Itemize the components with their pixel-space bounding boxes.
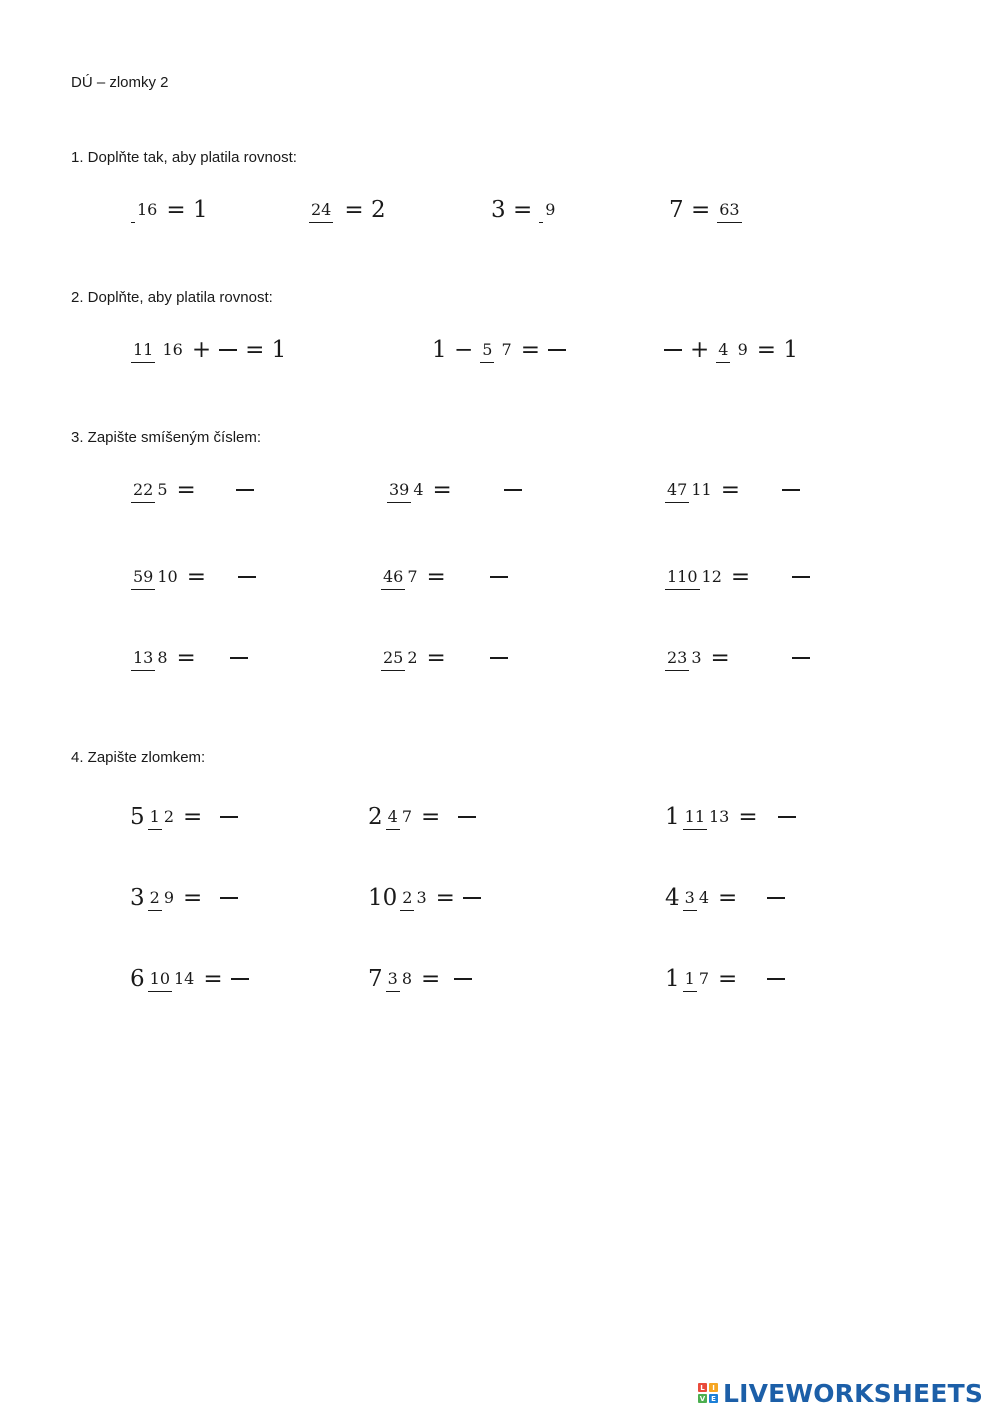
equals-sign: = — [176, 477, 196, 503]
numerator: 3 — [683, 888, 697, 911]
denominator: 4 — [698, 888, 710, 907]
numerator: 59 — [131, 567, 155, 590]
denominator: 2 — [163, 807, 175, 826]
fraction — [716, 342, 749, 358]
equation-rhs: = 1 — [756, 337, 798, 363]
logo-tile: L — [698, 1383, 707, 1392]
q4-exercise — [368, 787, 480, 847]
answer-fraction-blank[interactable] — [664, 349, 682, 351]
whole-part: 10 — [368, 885, 398, 911]
q3-exercise — [662, 547, 814, 607]
whole-part: 1 — [665, 804, 680, 830]
logo-wordmark: LIVEWORKSHEETS — [723, 1378, 984, 1408]
numerator: 1 — [683, 969, 697, 992]
answer-fraction-blank[interactable] — [220, 897, 238, 899]
equals-sign: = — [183, 885, 203, 911]
q1-equation-3 — [487, 180, 560, 240]
equals-sign: = — [432, 477, 452, 503]
equals-sign: = — [426, 564, 446, 590]
denominator: 4 — [413, 480, 424, 499]
denominator-blank[interactable] — [742, 197, 746, 219]
denominator: 16 — [137, 200, 158, 219]
answer-fraction-blank[interactable] — [792, 576, 810, 578]
equals-sign: = — [435, 885, 455, 911]
denominator-blank[interactable] — [333, 197, 337, 219]
answer-fraction-blank[interactable] — [490, 576, 508, 578]
denominator: 10 — [157, 567, 178, 586]
whole-part: 7 — [368, 966, 383, 992]
answer-fraction-blank[interactable] — [767, 978, 785, 980]
denominator: 2 — [407, 648, 418, 667]
denominator: 7 — [407, 567, 418, 586]
numerator: 11 — [683, 807, 707, 830]
numerator: 13 — [131, 648, 155, 671]
q1-equation-4 — [665, 180, 749, 240]
whole-part: 1 — [665, 966, 680, 992]
answer-fraction-blank[interactable] — [778, 816, 796, 818]
question-2-heading: 2. Doplňte, aby platila rovnost: — [71, 289, 273, 306]
liveworksheets-logo — [698, 1378, 983, 1408]
answer-fraction-blank[interactable] — [490, 657, 508, 659]
numerator: 1 — [148, 807, 162, 830]
answer-fraction-blank[interactable] — [782, 489, 800, 491]
numerator: 2 — [400, 888, 414, 911]
equals-sign: = — [421, 804, 441, 830]
fraction — [717, 202, 745, 218]
numerator: 2 — [148, 888, 162, 911]
answer-fraction-blank[interactable] — [458, 816, 476, 818]
equals-sign: = — [718, 966, 738, 992]
denominator: 14 — [174, 969, 195, 988]
fraction — [539, 202, 557, 218]
answer-fraction-blank[interactable] — [548, 349, 566, 351]
q4-exercise — [130, 787, 242, 847]
equation-rhs: = 1 — [166, 197, 208, 223]
denominator: 5 — [157, 480, 168, 499]
fraction — [480, 342, 513, 358]
whole-part: 4 — [665, 885, 680, 911]
whole-part: 2 — [368, 804, 383, 830]
denominator: 9 — [737, 340, 748, 359]
q4-exercise — [665, 787, 800, 847]
fraction — [309, 202, 337, 218]
numerator: 23 — [665, 648, 689, 671]
q4-exercise — [665, 868, 789, 928]
q3-exercise — [378, 628, 512, 688]
q3-exercise — [128, 460, 258, 520]
worksheet-title: DÚ – zlomky 2 — [71, 74, 169, 91]
denominator: 3 — [691, 648, 702, 667]
equation-rhs: = 2 — [344, 197, 386, 223]
whole-part: 5 — [130, 804, 145, 830]
numerator: 5 — [480, 340, 494, 363]
equals-sign: = — [176, 645, 196, 671]
answer-fraction-blank[interactable] — [220, 816, 238, 818]
equation-rhs: = 1 — [245, 337, 287, 363]
answer-fraction-blank[interactable] — [238, 576, 256, 578]
answer-fraction-blank[interactable] — [463, 897, 481, 899]
equals-sign: = — [730, 564, 751, 590]
equals-sign: = — [520, 337, 540, 363]
equals-sign: = — [426, 645, 446, 671]
q3-exercise — [662, 460, 804, 520]
numerator: 4 — [386, 807, 400, 830]
equals-sign: = — [203, 966, 223, 992]
equation-lhs: 1 − — [432, 337, 474, 363]
equals-sign: = — [718, 885, 738, 911]
numerator: 11 — [131, 340, 155, 363]
q1-equation-1 — [128, 180, 212, 240]
q2-equation-1 — [128, 320, 290, 380]
numerator: 110 — [665, 567, 700, 590]
equals-sign: = — [186, 564, 206, 590]
plus-sign: + — [191, 337, 212, 363]
denominator: 8 — [401, 969, 413, 988]
numerator: 63 — [717, 200, 741, 223]
denominator: 11 — [691, 480, 712, 499]
equals-sign: = — [710, 645, 730, 671]
numerator: 39 — [387, 480, 411, 503]
answer-fraction-blank[interactable] — [792, 657, 810, 659]
denominator: 13 — [709, 807, 730, 826]
logo-tile: I — [709, 1383, 718, 1392]
logo-tile: V — [699, 1394, 706, 1403]
numerator: 22 — [131, 480, 155, 503]
plus-sign: + — [690, 337, 710, 363]
q4-exercise — [368, 868, 485, 928]
answer-fraction-blank[interactable] — [236, 489, 254, 491]
answer-fraction-blank[interactable] — [504, 489, 522, 491]
whole-part: 6 — [130, 966, 145, 992]
q3-exercise — [662, 628, 814, 688]
numerator: 46 — [381, 567, 405, 590]
equals-sign: = — [183, 804, 203, 830]
answer-fraction-blank[interactable] — [231, 978, 249, 980]
numerator: 25 — [381, 648, 405, 671]
q2-equation-3 — [660, 320, 802, 380]
fraction — [131, 202, 159, 218]
q2-equation-2 — [428, 320, 570, 380]
equals-sign: = — [421, 966, 441, 992]
question-3-heading: 3. Zapište smíšeným číslem: — [71, 429, 262, 446]
fraction — [131, 342, 185, 358]
q3-exercise — [128, 547, 260, 607]
equals-sign: = — [738, 804, 758, 830]
equation-lhs: 7 = — [669, 197, 711, 223]
whole-part: 3 — [130, 885, 145, 911]
numerator: 3 — [386, 969, 400, 992]
answer-fraction-blank[interactable] — [454, 978, 472, 980]
denominator: 3 — [416, 888, 427, 907]
q4-exercise — [130, 868, 242, 928]
numerator: 4 — [716, 340, 730, 363]
q3-exercise — [128, 628, 252, 688]
denominator: 9 — [163, 888, 175, 907]
q4-exercise — [665, 949, 789, 1009]
equation-lhs: 3 = — [491, 197, 533, 223]
denominator: 7 — [698, 969, 710, 988]
q1-equation-2 — [306, 180, 390, 240]
denominator: 7 — [501, 340, 512, 359]
question-4-heading: 4. Zapište zlomkem: — [71, 749, 206, 766]
logo-icon — [698, 1383, 718, 1403]
numerator: 47 — [665, 480, 689, 503]
denominator: 9 — [545, 200, 556, 219]
answer-fraction-blank[interactable] — [767, 897, 785, 899]
q4-exercise — [130, 949, 253, 1009]
answer-fraction-blank[interactable] — [230, 657, 248, 659]
denominator: 8 — [157, 648, 168, 667]
denominator: 12 — [701, 567, 722, 586]
denominator: 7 — [401, 807, 413, 826]
equals-sign: = — [720, 477, 740, 503]
answer-fraction-blank[interactable] — [219, 349, 237, 351]
q3-exercise — [384, 460, 526, 520]
logo-tile: E — [709, 1394, 718, 1403]
numerator: 24 — [309, 200, 333, 223]
q4-exercise — [368, 949, 476, 1009]
numerator: 10 — [148, 969, 172, 992]
q3-exercise — [378, 547, 512, 607]
denominator: 16 — [162, 340, 183, 359]
question-1-heading: 1. Doplňte tak, aby platila rovnost: — [71, 149, 297, 166]
